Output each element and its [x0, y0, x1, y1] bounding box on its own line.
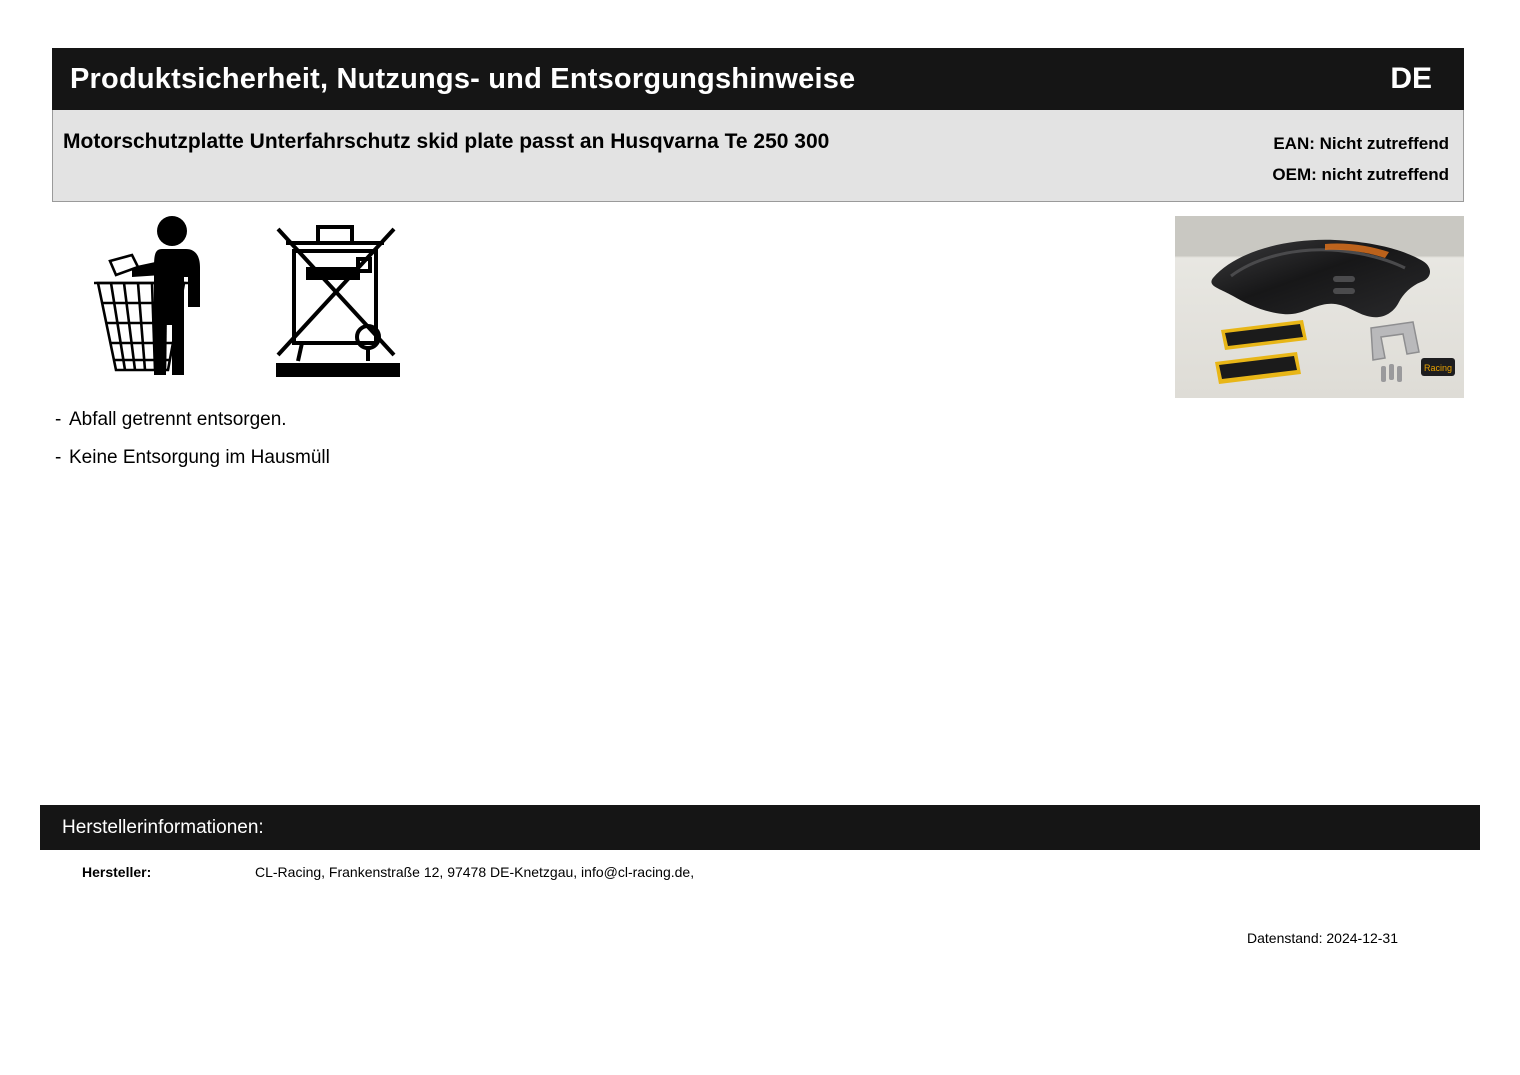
product-codes: [1109, 128, 1449, 191]
bullet-dash: -: [55, 447, 62, 468]
pictogram-area: [80, 215, 480, 395]
manufacturer-row: [40, 860, 1480, 888]
weee-crossed-out-bin-icon: [272, 215, 412, 385]
manufacturer-section-title: Herstellerinformationen:: [62, 816, 264, 838]
product-photo: [1175, 216, 1464, 398]
document-header: [52, 48, 1464, 110]
manufacturer-label: Hersteller:: [82, 864, 152, 880]
note-text: Keine Entsorgung im Hausmüll: [69, 447, 330, 468]
list-item: [55, 448, 755, 467]
product-info-strip: [52, 110, 1464, 202]
disposal-notes: [55, 410, 755, 486]
note-text: Abfall getrennt entsorgen.: [69, 409, 287, 430]
product-name: Motorschutzplatte Unterfahrschutz skid plate passt an Husqvarna Te 250 300: [63, 130, 830, 153]
language-code: DE: [1390, 62, 1432, 95]
ean-value: EAN: Nicht zutreffend: [1273, 134, 1449, 153]
list-item: [55, 410, 755, 429]
bullet-dash: -: [55, 409, 62, 430]
datestamp: Datenstand: 2024-12-31: [1247, 930, 1398, 946]
litter-bin-icon: [80, 215, 220, 385]
manufacturer-value: CL-Racing, Frankenstraße 12, 97478 DE-Knetzgau, info@cl-racing.de,: [255, 864, 695, 880]
svg-text:Racing: Racing: [1423, 363, 1453, 373]
page-title: Produktsicherheit, Nutzungs- und Entsorgungshinweise: [70, 62, 856, 95]
manufacturer-section-header: [40, 805, 1480, 850]
oem-value: OEM: nicht zutreffend: [1272, 165, 1449, 185]
